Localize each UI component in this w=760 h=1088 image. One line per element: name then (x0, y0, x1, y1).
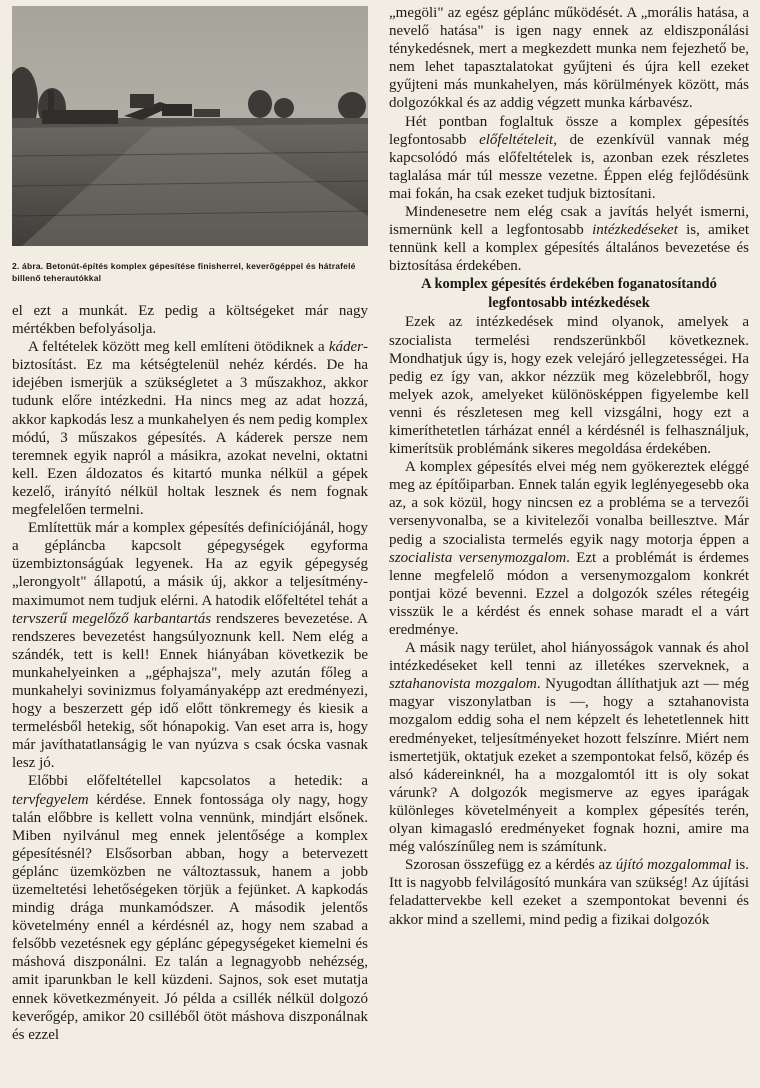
paragraph: A másik nagy terület, ahol hiányosságok vannak és ahol intézkedéseket kell tenni az illetékes szerveknek, a sztahanovista mozgalom. Nyugodtan állíthatjuk azt — még magyar viszonylatban is —, hogy a sztahanovista mozgalom eddig soha el nem képzelt és lehetetlennek hitt eredményeket, teljesítményeket hozott felszínre. Miért nem ismertetjük, oktatjuk ezeket a szempontokat felső, közép és alsó kádereinknél, ha a mozgalomtól itt is oly sokat várunk? A dolgozók megismerve az egyes iparágak különleges követelményeit a komplex gépesítés terén, olyan kimagasló eredményeket fognak hozni, amire ma még valószínűleg nem is számítunk. (389, 640, 750, 856)
paragraph: Szorosan összefügg ez a kérdés az újító mozgalommal is. Itt is nagyobb felvilágosító munkára van szükség! Az újítási feladattervekbe kell ezeket a szempontokat bevenni és akkor mind a szellemi, mind pedig a fizikai dolgozók (389, 857, 749, 928)
paragraph: Mindenesetre nem elég csak a javítás helyét ismerni, ismernünk kell a legfontosabb intézkedéseket is, amiket tennünk kell a komplex gépesítés általános bevezetése és biztosítása érdekében. (389, 204, 749, 275)
paragraph: Említettük már a komplex gépesítés definíciójánál, hogy a gépláncba kapcsolt gépegységek egyforma üzembiztonságúak legyenek. Ha az egyik gépegység „lerongyolt" állapotú, a másik új, akkor a teljesítmény-maximumot nem tudjuk elérni. A hatodik előfeltétel tehát a tervszerű megelőző karbantartás rendszeres bevezetése. A rendszeres bevezetést hangsúlyoznunk kell. Nem elég a szándék, tett is kell! Ennek hiányában következik be munkahelyeinken a „géphajsza", mely azután főleg a munkahelyi sovinizmus folyamányaképp azt eredményezi, hogy a beszerzett gép idő előtt tönkremegy és kiesik a termelésből hetekig, sőt hónapokig. Van eset arra is, hogy már javíthatatlanságig le van nyúzva s csak ócska vasnak lesz jó. (12, 520, 368, 772)
section-heading: A komplex gépesítés érdekében foganatosítandó legfontosabb intézkedések (421, 276, 717, 312)
figure-caption-text: Betonút-építés komplex gépesítése finisherrel, keverőgéppel és hátrafelé billenő teherautókkal (12, 261, 356, 283)
paragraph: A feltételek között meg kell említeni ötödiknek a káder-biztosítást. Ez ma kétségtelenül nehéz kérdés. De ha idejében ismerjük a szükségletet a 3 műszakhoz, akkor tudunk előre intézkedni. Ha nincs meg az adat hozzá, akkor kapkodás lesz a munkahelyen és nem pedig komplex módú, 3 műszakos gépesítés. A káderek persze nem teremnek egyik napról a másikra, azokat nevelni, oktatni kell. Ezen áldozatos és kitartó munka nélkül a gépek kezelő, irányító nélkül holtak lesznek és nem fognak megfelelően termelni. (12, 339, 368, 519)
paragraph: el ezt a munkát. Ez pedig a költségeket már nagy mértékben befolyásolja. (12, 303, 368, 338)
road-construction-photo (12, 6, 368, 246)
paragraph: Ezek az intézkedések mind olyanok, amelyek a szocialista termelési rendszerünkből következnek. Mondhatjuk úgy is, hogy ezek velejáró jellegzetességei. Ha pedig ez így van, akkor nézzük meg közelebbről, hogy melyek azok, amelyeket különösképpen figyelembe kell venni és részletesen meg kell vizsgálni, hogy ezt a kimeríthetetlen tárházat ennél a kérdésnél is felhasználjuk, kimerítsük problémánk sikeres megoldása érdekében. (389, 314, 749, 458)
paragraph: A komplex gépesítés elvei még nem gyökereztek eléggé meg az építőiparban. Ennek talán egyik leglényegesebb oka az, a sok közül, hogy nincsen ez a probléma se a tervezői versenyvonalba, se a kivitelezői vonalba beillesztve. Már pedig a szocialista termelés egyik nagy motorja éppen a szocialista versenymozgalom. Ezt a problémát is érdemes lenne megfelelő módon a versenymozgalom konkrét pontjai közé bevenni. Ezzel a dolgozók széles rétegéig visszük le a kérdést és ennek sohase maradt el a várt eredménye. (389, 459, 749, 638)
paragraph: „megöli" az egész géplánc működését. A „morális hatása, a nevelő hatása" is igen nagy ennek az eldiszponálási ténykedésnek, mert a megkezdett munka nem fejezhető be, nem lehet tapasztalatokat gyűjteni és újra kell ezeket gyűjteni más munkahelyen, más körülmények között, más dolgozókkal és az addig végzett munka kárbavész. (389, 5, 749, 112)
right-column (389, 4, 749, 929)
left-column (12, 302, 368, 1044)
photo-illustration (12, 6, 368, 246)
paragraph: Hét pontban foglaltuk össze a komplex gépesítés legfontosabb előfeltételeit, de ezenkívül vannak még kapcsolódó más előfeltételek is, azonban ezek részletes taglalása már túl messze vezetne. Éppen elég fejlődésünk mai fokán, ha csak ezeket tudjuk biztosítani. (389, 113, 750, 202)
figure-caption-number: 2. ábra. (12, 261, 44, 271)
paragraph: Előbbi előfeltétellel kapcsolatos a hetedik: a tervfegyelem kérdése. Ennek fontossága oly nagy, hogy talán előbbre is kellett volna vennünk, mindjárt elsőnek. Miben nyilvánul meg ennek jelentősége a komplex gépesítésnél? Elsősorban abban, hogy a betervezett géplánc üzemközben ne változtassuk, hanem a jobb üzemeltetési lehetőségeken törjük a fejünket. A kapkodás mindig drága munkamódszer. A második jelentős követelmény ennél a kérdésnél az, hogy nem szabad a felsőbb vezetésnek egy géplánc gépegységeket kiemelni és máshová diszponálni. Ez talán a legnagyobb nehézség, amit iparunkban le kell küzdeni. Sajnos, sok eset mutatja ennek következményeit. Jó példa a csillék nélkül dolgozó keverőgép, amikor 20 csilléből ötöt máshova diszponálnak és ezzel (12, 773, 368, 1043)
figure-caption (12, 260, 368, 284)
